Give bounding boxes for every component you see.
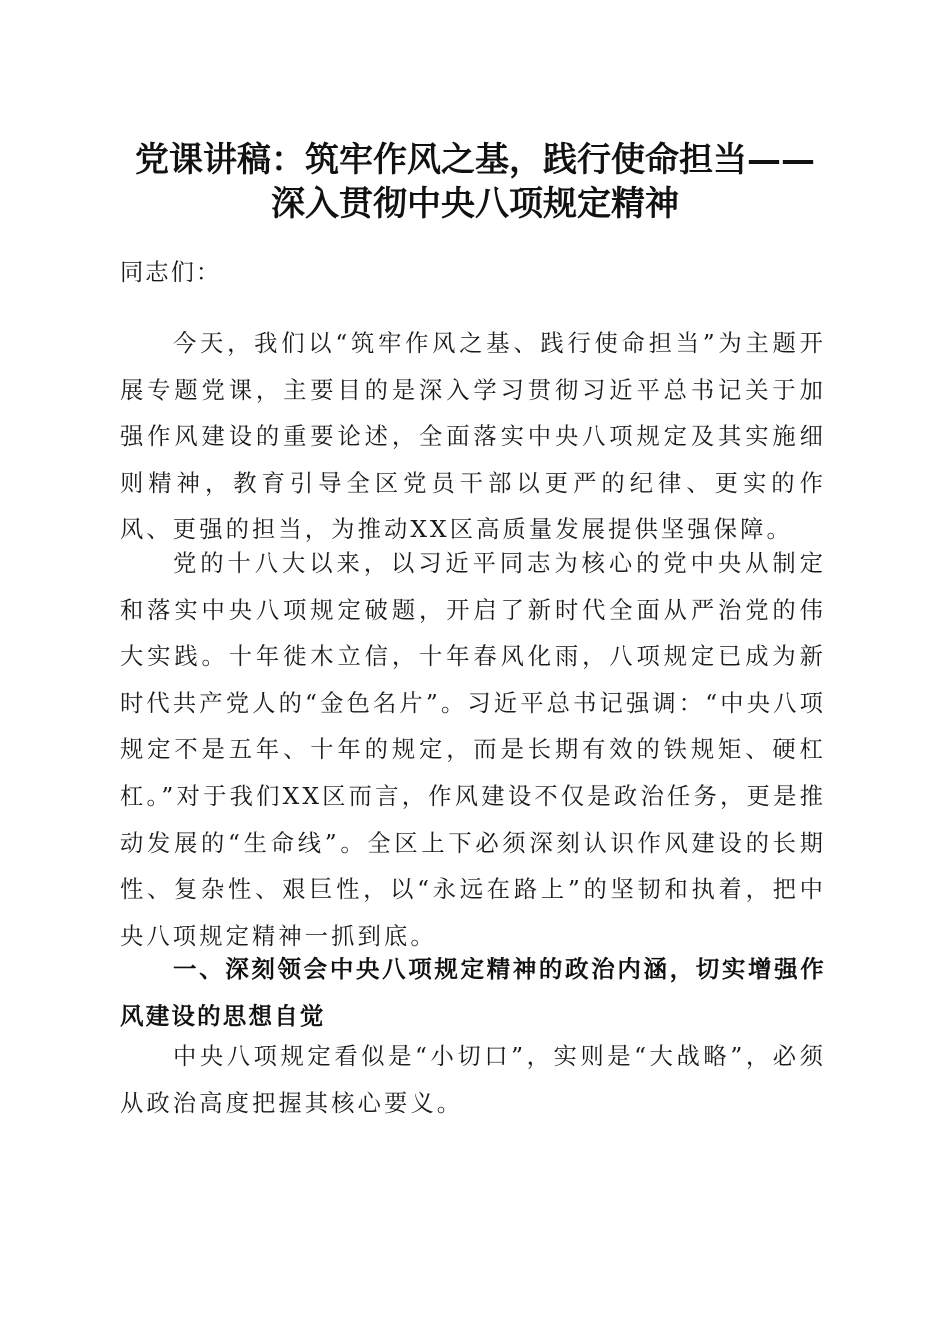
document-title-line-2: 深入贯彻中央八项规定精神 <box>271 184 679 224</box>
paragraph-intro: 今天，我们以“筑牢作风之基、践行使命担当”为主题开展专题党课，主要目的是深入学习贯彻习近平总书记关于加强作风建设的重要论述，全面落实中央八项规定及其实施细则精神，教育引导全区党员干部以更严的纪律、更实的作风、更强的担当，为推动XX区高质量发展提供坚强保障。 <box>120 330 826 544</box>
section-paragraph: 中央八项规定看似是“小切口”，实则是“大战略”，必须从政治高度把握其核心要义。 <box>120 1043 826 1117</box>
document-title-line-1: 党课讲稿：筑牢作风之基，践行使命担当—— <box>135 140 815 180</box>
greeting: 同志们： <box>120 259 222 286</box>
paragraph-background: 党的十八大以来，以习近平同志为核心的党中央从制定和落实中央八项规定破题，开启了新时代全面从严治党的伟大实践。十年徙木立信，十年春风化雨，八项规定已成为新时代共产党人的“金色名片”。习近平总书记强调：“中央八项规定不是五年、十年的规定，而是长期有效的铁规矩、硬杠杠。”对于我们XX区而言，作风建设不仅是政治任务，更是推动发展的“生命线”。全区上下必须深刻认识作风建设的长期性、复杂性、艰巨性，以“永远在路上”的坚韧和执着，把中央八项规定精神一抓到底。 <box>120 550 826 950</box>
section-heading: 一、深刻领会中央八项规定精神的政治内涵，切实增强作风建设的思想自觉 <box>120 955 826 1030</box>
